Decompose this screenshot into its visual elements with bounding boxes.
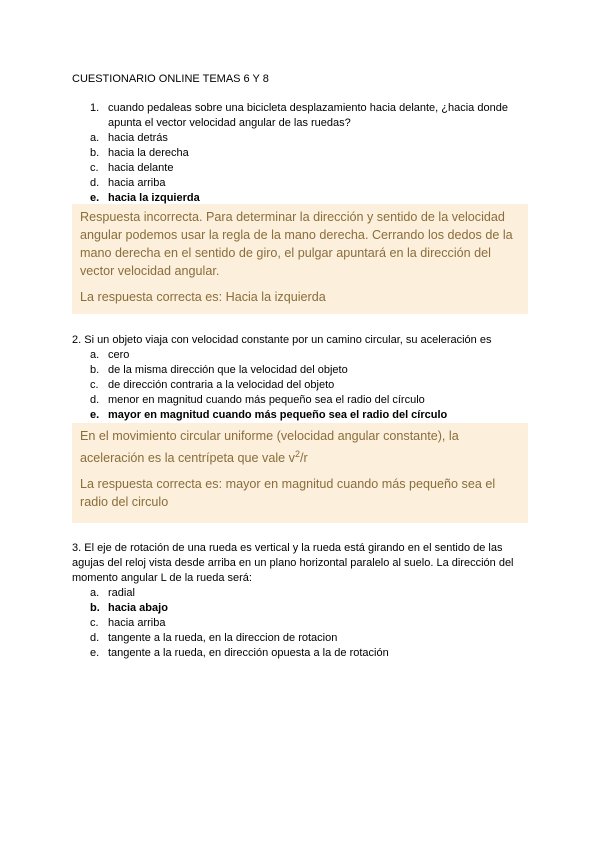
- option-text: de dirección contraria a la velocidad del objeto: [108, 379, 335, 391]
- option-text: menor en magnitud cuando más pequeño sea el radio del círculo: [108, 394, 425, 406]
- correct-answer: La respuesta correcta es: Hacia la izquierda: [80, 290, 326, 304]
- option-letter: a.: [90, 349, 100, 361]
- option-text: hacia detrás: [108, 132, 168, 144]
- option-text: mayor en magnitud cuando más pequeño sea el radio del círculo: [108, 409, 448, 421]
- option-text: hacia arriba: [108, 617, 166, 629]
- option-text: tangente a la rueda, en la direccion de rotacion: [108, 632, 338, 644]
- correct-answer: La respuesta correcta es: mayor en magnitud cuando más pequeño sea el radio del circulo: [80, 477, 496, 510]
- superscript: 2: [294, 449, 300, 459]
- question-number: 1.: [90, 102, 100, 114]
- option-text: radial: [108, 587, 135, 599]
- option-letter: d.: [90, 177, 100, 189]
- option-letter: e.: [90, 192, 100, 204]
- question-3-text: 3. El eje de rotación de una rueda es vertical y la rueda está girando en el sentido de las agujas del reloj vista desde arriba en un plano horizontal paralelo al suelo. La dirección del momento angular L de la rueda será:: [72, 542, 514, 584]
- feedback-text: Respuesta incorrecta. Para determinar la dirección y sentido de la velocidad angular podemos usar la regla de la mano derecha. Cerrando los dedos de la mano derecha en el sentido de giro, el pulgar apuntará en la dirección del vector velocidad angular.: [80, 210, 513, 278]
- feedback-box-1: [72, 204, 528, 314]
- option-text: hacia arriba: [108, 177, 166, 189]
- option-text: cero: [108, 349, 130, 361]
- feedback-text-main: En el movimiento circular uniforme (velocidad angular constante), la aceleración es la centrípeta que vale v: [80, 429, 459, 466]
- feedback-box-2: [72, 423, 528, 523]
- question-text: cuando pedaleas sobre una bicicleta desplazamiento hacia delante, ¿hacia donde apunta el vector velocidad angular de las ruedas?: [108, 102, 508, 129]
- document-title: CUESTIONARIO ONLINE TEMAS 6 Y 8: [72, 73, 269, 85]
- option-letter: b.: [90, 147, 100, 159]
- option-letter: d.: [90, 394, 100, 406]
- option-letter: c.: [90, 162, 99, 174]
- option-text: tangente a la rueda, en dirección opuesta a la de rotación: [108, 647, 389, 659]
- option-letter: c.: [90, 617, 99, 629]
- option-letter: e.: [90, 409, 100, 421]
- option-letter: b.: [90, 602, 100, 614]
- feedback-text: [80, 427, 520, 467]
- option-letter: b.: [90, 364, 100, 376]
- option-letter: a.: [90, 132, 100, 144]
- option-text: hacia abajo: [108, 602, 168, 614]
- option-letter: c.: [90, 379, 99, 391]
- option-text: de la misma dirección que la velocidad del objeto: [108, 364, 348, 376]
- option-letter: a.: [90, 587, 100, 599]
- option-text: hacia delante: [108, 162, 174, 174]
- option-text: hacia la derecha: [108, 147, 189, 159]
- question-1: [72, 101, 532, 131]
- feedback-text-end: /r: [299, 451, 308, 466]
- option-letter: d.: [90, 632, 100, 644]
- option-letter: e.: [90, 647, 100, 659]
- question-2-text: 2. Si un objeto viaja con velocidad constante por un camino circular, su aceleración es: [72, 334, 492, 346]
- option-text: hacia la izquierda: [108, 192, 200, 204]
